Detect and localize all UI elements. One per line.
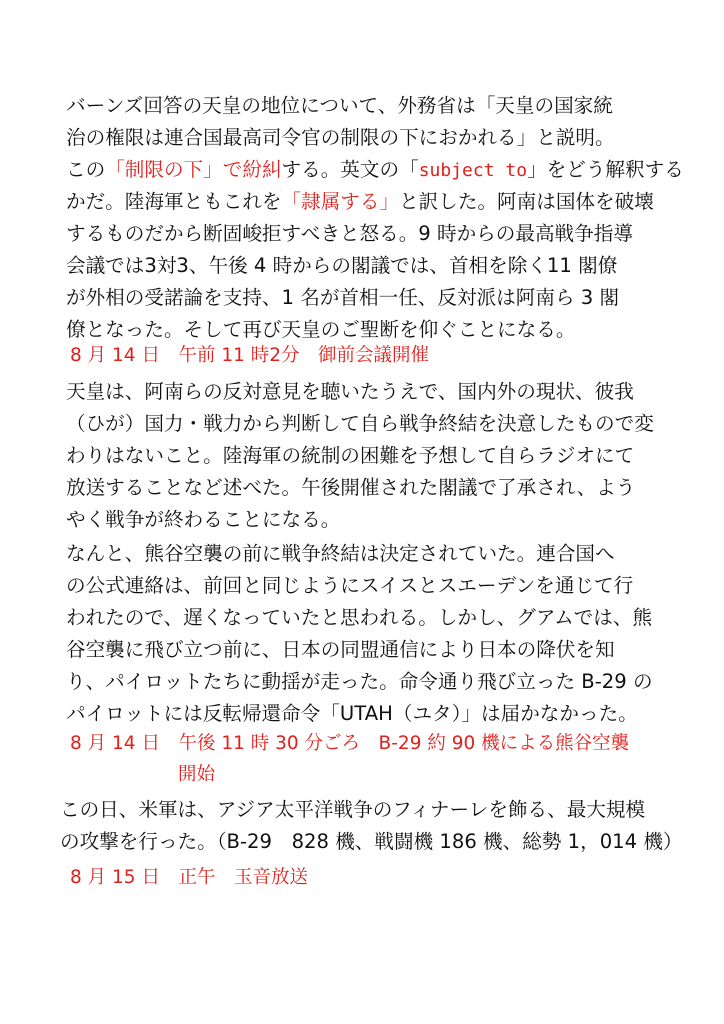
text-line: なんと、熊谷空襲の前に戦争終結は決定されていた。連合国へ (66, 542, 615, 565)
text-line: 放送することなど述べた。午後開催された閣議で了承され、よう (66, 476, 636, 499)
heading-imperial-conference: 8 月 14 日 午前 11 時2分 御前会議開催 (70, 345, 430, 366)
text-line-with-highlights (66, 154, 684, 186)
text-line: バーンズ回答の天皇の地位について、外務省は「天皇の国家統 (66, 94, 613, 117)
text-line: 治の権限は連合国最高司令官の制限の下におかれる」と説明。 (66, 126, 615, 149)
text-line: わりはないこと。陸海軍の統制の困難を予想して自らラジオにて (66, 444, 635, 467)
text-line: り、パイロットたちに動揺が走った。命令通り飛び立った B-29 の (66, 670, 653, 693)
text-line: 天皇は、阿南らの反対意見を聴いたうえで、国内外の現状、彼我 (66, 380, 634, 403)
text-line: パイロットには反転帰還命令「UTAH（ユタ）」は届かなかった。 (66, 702, 638, 725)
text-line: の公式連絡は、前回と同じようにスイスとスエーデンを通じて行 (66, 574, 634, 597)
paragraph-kumagaya-raid-context (66, 538, 666, 730)
text-line: 会議では3対3、午後 4 時からの閣議では、首相を除く11 閣僚 (66, 254, 618, 277)
text-span: と訳した。阿南は国体を破壊 (399, 190, 654, 213)
highlight-seigen-no-shita: 「制限の下」で紛糾 (105, 158, 282, 181)
text-line-with-highlight (66, 186, 666, 218)
paragraph-final-attack (60, 794, 683, 858)
text-span: 」をどう解釈する (527, 158, 684, 181)
text-line: われたので、遅くなっていたと思われる。しかし、グアムでは、熊 (66, 606, 653, 629)
text-line: （ひが）国力・戦力から判断して自ら戦争終結を決意したもので変 (66, 412, 654, 435)
highlight-reizoku-suru: 「隷属する」 (281, 190, 400, 213)
text-span: する。英文の「 (281, 158, 419, 181)
paragraph-byrnes-note (66, 90, 684, 346)
heading-gyokuon-broadcast: 8 月 15 日 正午 玉音放送 (70, 867, 308, 888)
text-line: やく戦争が終わることになる。 (66, 508, 341, 531)
heading-kumagaya-raid: 8 月 14 日 午後 11 時 30 分ごろ B-29 約 90 機による熊谷空襲 (70, 733, 630, 754)
text-line: の攻撃を行った。（B-29 828 機、戦闘機 186 機、総勢 1，014 機） (60, 830, 683, 853)
heading-kumagaya-raid-cont: 開始 (178, 764, 216, 785)
text-line: 僚となった。そして再び天皇のご聖断を仰ぐことになる。 (66, 318, 576, 341)
text-line: するものだから断固峻拒すべきと怒る。9 時からの最高戦争指導 (66, 222, 633, 245)
text-line: 谷空襲に飛び立つ前に、日本の同盟通信により日本の降伏を知 (66, 638, 615, 661)
highlight-subject-to: subject to (418, 160, 528, 181)
text-line: が外相の受諾論を支持、1 名が首相一任、反対派は阿南ら 3 閣 (66, 286, 620, 309)
text-span: かだ。陸海軍ともこれを (66, 190, 282, 213)
text-line: この日、米軍は、アジア太平洋戦争のフィナーレを飾る、最大規模 (60, 798, 646, 821)
paragraph-emperor-decision (66, 376, 666, 536)
text-span: この (66, 158, 106, 181)
